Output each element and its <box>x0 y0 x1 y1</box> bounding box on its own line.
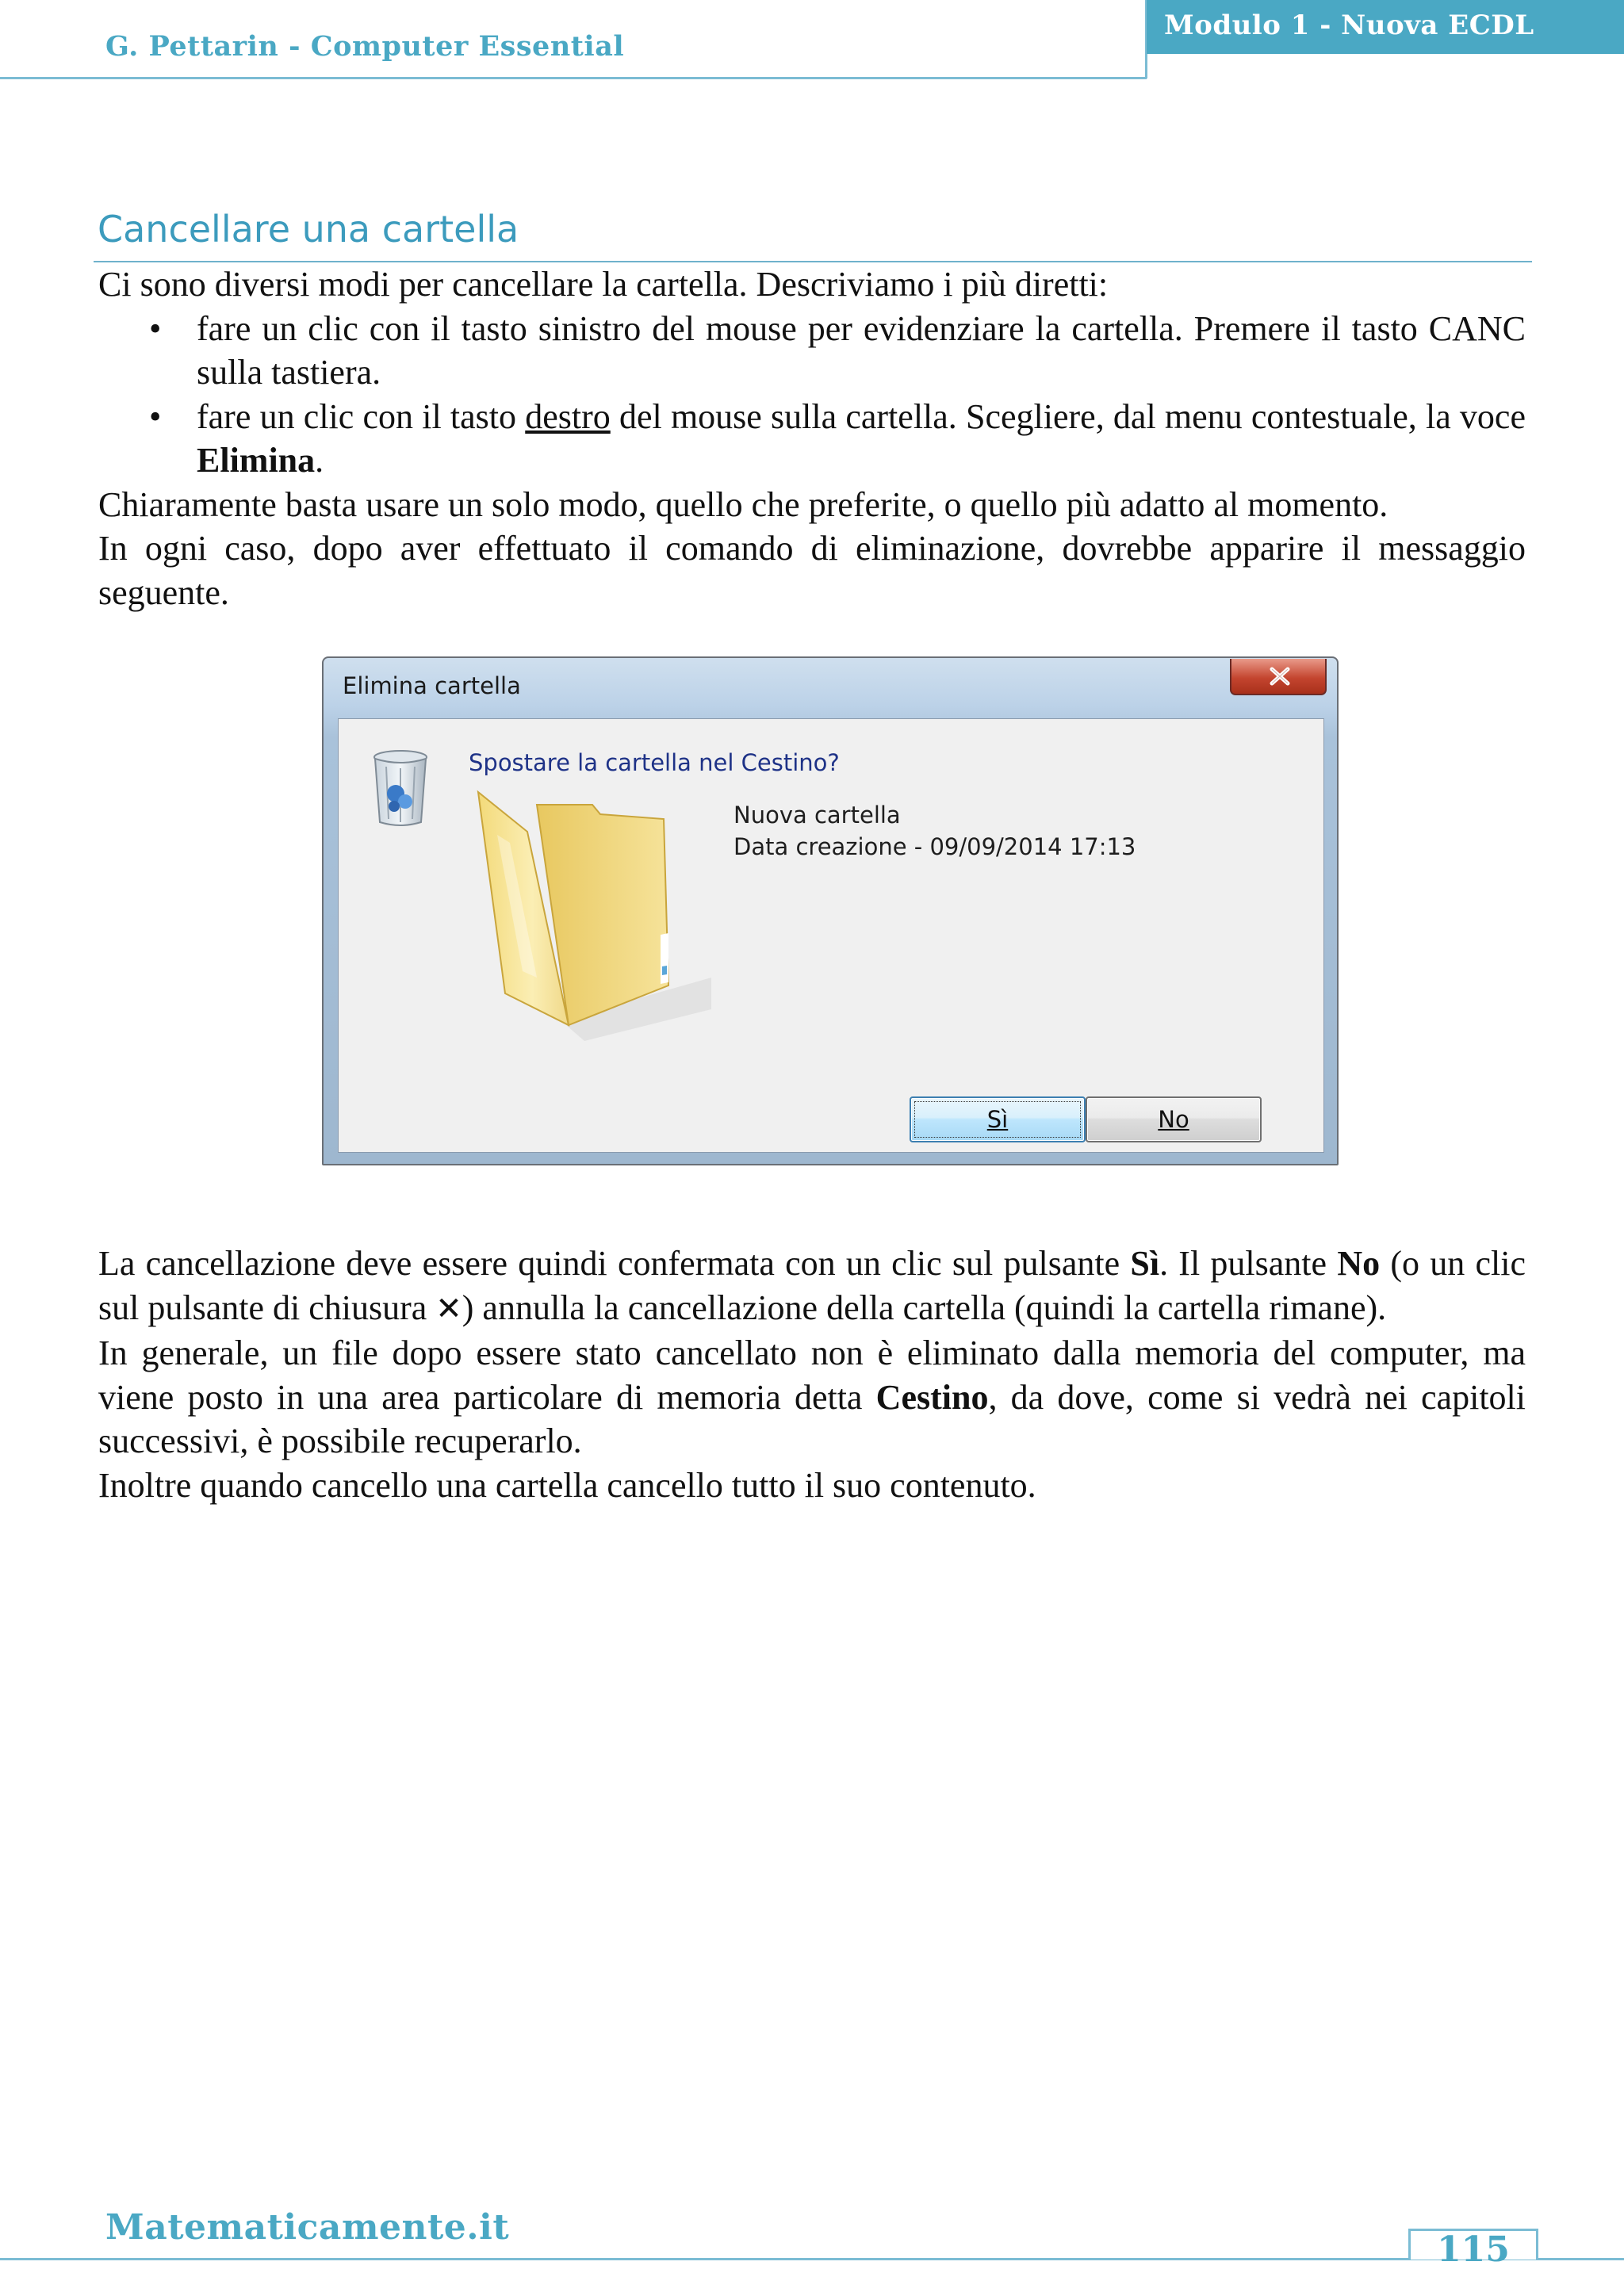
bullet-icon: • <box>149 396 162 436</box>
bullet-text-middle: del mouse sulla cartella. Scegliere, dal menu contestuale, la voce <box>610 396 1526 436</box>
methods-list <box>98 307 1526 483</box>
paragraph: Chiaramente basta usare un solo modo, quello che preferite, o quello più adatto al momento. <box>98 484 1388 524</box>
text-run: La cancellazione deve essere quindi confermata con un clic sul pulsante <box>98 1244 1131 1283</box>
text-run: , da dove, come si vedrà nei capitoli successivi, è possibile recuperarlo. <box>98 1377 1526 1460</box>
focus-rectangle <box>914 1101 1081 1138</box>
close-icon: ✕ <box>435 1290 462 1327</box>
list-item <box>98 395 1526 483</box>
bullet-text-end: . <box>315 441 324 480</box>
paragraph <box>98 1331 1526 1464</box>
bullet-text: fare un clic con il tasto sinistro del mouse per evidenziare la cartella. Premere il tasto CANC sulla tastiera. <box>197 308 1526 392</box>
header-module-title: Modulo 1 - Nuova ECDL <box>1164 10 1534 41</box>
dialog-title: Elimina cartella <box>343 672 521 699</box>
yes-button[interactable] <box>910 1096 1086 1142</box>
intro-text-block <box>98 262 1526 614</box>
dialog-question: Spostare la cartella nel Cestino? <box>469 749 840 776</box>
dialog-close-button[interactable] <box>1230 659 1327 695</box>
bold-term-elimina: Elimina <box>197 441 316 480</box>
underlined-word: destro <box>525 396 611 436</box>
footer-site-name: Matematicamente.it <box>105 2207 510 2248</box>
item-name: Nuova cartella <box>733 802 901 828</box>
folder-icon <box>473 787 711 1049</box>
recycle-bin-icon <box>372 749 429 828</box>
intro-paragraph: Ci sono diversi modi per cancellare la cartella. Descriviamo i più diretti: <box>98 265 1109 304</box>
section-title: Cancellare una cartella <box>98 208 519 251</box>
delete-folder-dialog <box>322 656 1339 1165</box>
bold-term-no: No <box>1337 1244 1381 1283</box>
header-rule <box>0 77 1147 79</box>
bullet-icon: • <box>149 308 162 348</box>
text-run: (o un clic sul pulsante di chiusura <box>98 1244 1526 1327</box>
text-run: In generale, un file dopo essere stato cancellato non è eliminato dalla memoria del computer, ma viene posto in una area particolare di memoria detta <box>98 1334 1526 1417</box>
page-number: 115 <box>1437 2229 1510 2270</box>
no-button[interactable] <box>1086 1096 1262 1142</box>
text-run: ) annulla la cancellazione della cartella (quindi la cartella rimane). <box>462 1288 1387 1327</box>
header-book-title: G. Pettarin - Computer Essential <box>105 30 625 63</box>
item-creation-date: Data creazione - 09/09/2014 17:13 <box>733 833 1136 860</box>
bold-term-cestino: Cestino <box>875 1377 989 1417</box>
yes-button-label: Sì <box>986 1106 1009 1133</box>
paragraph: In ogni caso, dopo aver effettuato il comando di eliminazione, dovrebbe apparire il messaggio seguente. <box>98 529 1526 612</box>
paragraph <box>98 1242 1526 1331</box>
bullet-text-start: fare un clic con il tasto <box>197 396 526 436</box>
bold-term-si: Sì <box>1130 1244 1160 1283</box>
list-item <box>98 307 1526 395</box>
no-button-label: No <box>1158 1106 1189 1133</box>
paragraph: Inoltre quando cancello una cartella cancello tutto il suo contenuto. <box>98 1465 1036 1505</box>
footer-rule <box>0 2258 1624 2260</box>
explanation-text-block <box>98 1242 1526 1507</box>
close-icon <box>1268 667 1292 686</box>
dialog-content <box>338 718 1324 1153</box>
text-run: . Il pulsante <box>1159 1244 1338 1283</box>
